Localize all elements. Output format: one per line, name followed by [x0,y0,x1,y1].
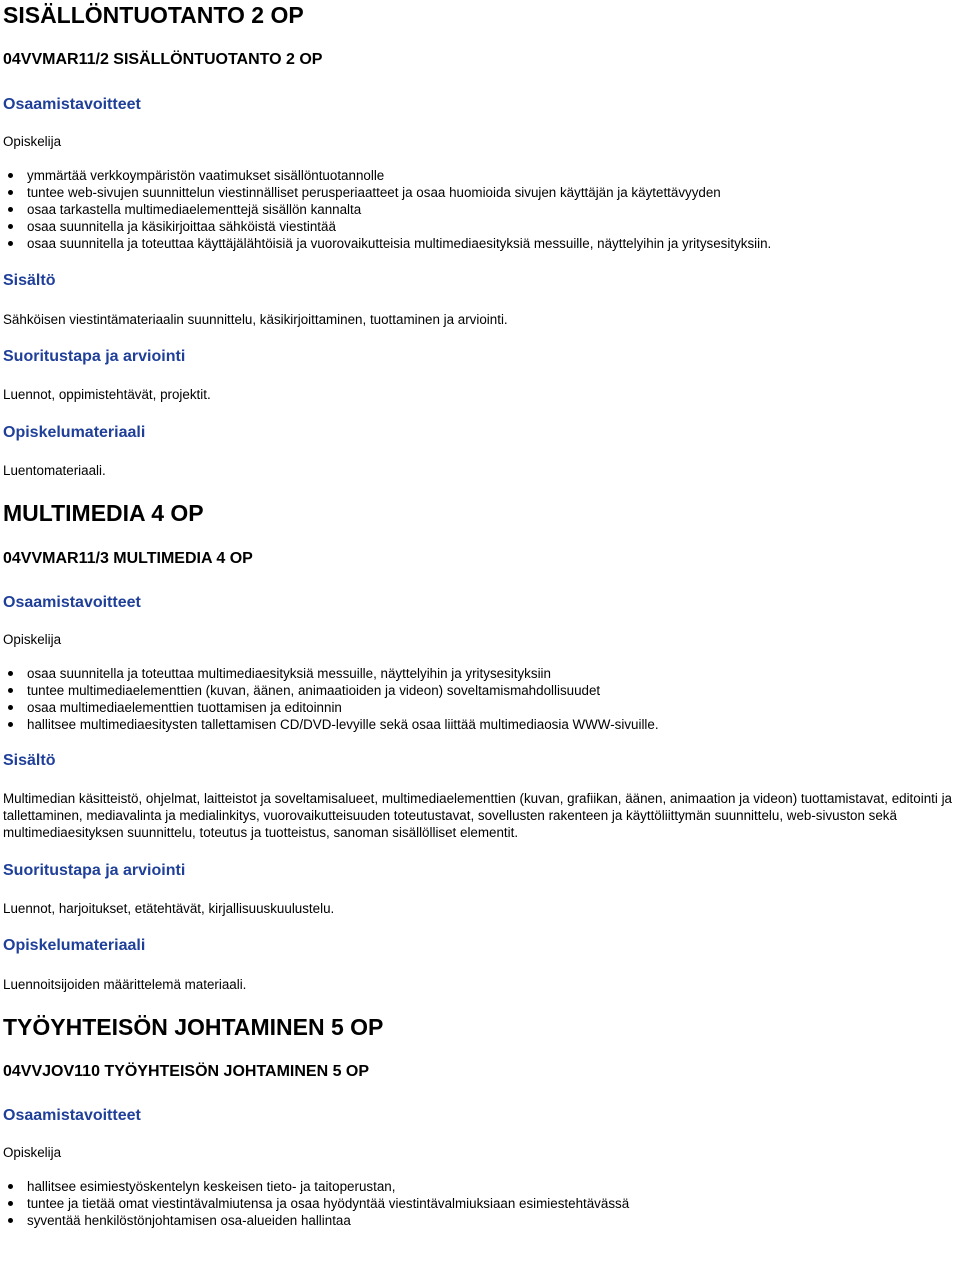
section-sisallontuotanto [3,0,960,479]
section-multimedia [3,498,960,993]
list-item-text: hallitsee esimiestyöskentelyn keskeisen tieto- ja taitoperustan, [27,1179,396,1194]
bullet-icon [8,1201,13,1206]
section-title: SISÄLLÖNTUOTANTO 2 OP [3,2,304,28]
intro-text: Opiskelija [3,134,62,149]
list-item-text: osaa suunnitella ja toteuttaa multimediaesityksiä messuille, näyttelyihin ja yritysesityksiin [27,666,551,681]
list-item-text: osaa suunnitella ja toteuttaa käyttäjälähtöisiä ja vuorovaikutteisia multimediaesityksiä messuille, näyttelyihin ja yritysesityksiin. [27,236,772,251]
method-heading: Suoritustapa ja arviointi [3,862,186,879]
list-item-text: tuntee web-sivujen suunnittelun viestinnälliset perusperiaatteet ja osaa huomioida sivujen käyttäjän ja käytettävyyden [27,185,721,200]
course-code: 04VVMAR11/3 MULTIMEDIA 4 OP [3,550,253,567]
method-heading: Suoritustapa ja arviointi [3,348,186,365]
list-item-text: tuntee ja tietää omat viestintävalmiutensa ja osaa hyödyntää viestintävalmiuksiaan esimiestehtävässä [27,1196,630,1211]
method-text: Luennot, oppimistehtävät, projektit. [3,387,211,402]
goals-list [3,665,960,733]
goals-heading: Osaamistavoitteet [3,96,141,113]
goals-list [3,1178,960,1229]
course-code: 04VVJOV110 TYÖYHTEISÖN JOHTAMINEN 5 OP [3,1063,370,1080]
list-item [27,699,960,716]
bullet-icon [8,688,13,693]
list-item [27,1178,960,1195]
goals-heading: Osaamistavoitteet [3,1107,141,1124]
list-item-text: osaa multimediaelementtien tuottamisen ja editoinnin [27,700,342,715]
course-code: 04VVMAR11/2 SISÄLLÖNTUOTANTO 2 OP [3,51,323,68]
list-item [27,235,960,252]
intro-text: Opiskelija [3,1145,62,1160]
method-text: Luennot, harjoitukset, etätehtävät, kirjallisuuskuulustelu. [3,901,335,916]
list-item [27,716,960,733]
bullet-icon [8,224,13,229]
goals-list [3,167,960,252]
material-text: Luentomateriaali. [3,463,106,478]
bullet-icon [8,241,13,246]
bullet-icon [8,722,13,727]
list-item-text: tuntee multimediaelementtien (kuvan, äänen, animaatioiden ja videon) soveltamismahdollisuudet [27,683,601,698]
section-title: MULTIMEDIA 4 OP [3,500,204,526]
section-tyoyhteison-johtaminen [3,1012,960,1229]
list-item [27,184,960,201]
bullet-icon [8,207,13,212]
list-item [27,1212,960,1229]
section-title: TYÖYHTEISÖN JOHTAMINEN 5 OP [3,1014,384,1040]
content-heading: Sisältö [3,272,56,289]
list-item [27,201,960,218]
content-text: Multimedian käsitteistö, ohjelmat, laitteistot ja soveltamisalueet, multimediaelementtien (kuvan, grafiikan, äänen, animaation ja videon) tuottamistavat, editointi ja tallettaminen, mediavalinta ja medialinkitys, vuorovaikutteisuuden toteutustavat, sovellusten rakenteen ja käyttöliittymän suunnittelu, web-sivuston sekä multimediaesityksen suunnittelu, toteutus ja tuotteistus, sanoman sisällölliset elementit. [3,791,952,840]
material-heading: Opiskelumateriaali [3,424,146,441]
list-item-text: syventää henkilöstönjohtamisen osa-alueiden hallintaa [27,1213,351,1228]
content-text: Sähköisen viestintämateriaalin suunnittelu, käsikirjoittaminen, tuottaminen ja arviointi. [3,312,508,327]
material-heading: Opiskelumateriaali [3,937,146,954]
list-item-text: osaa tarkastella multimediaelementtejä sisällön kannalta [27,202,362,217]
list-item-text: ymmärtää verkkoympäristön vaatimukset sisällöntuotannolle [27,168,385,183]
bullet-icon [8,1218,13,1223]
list-item-text: hallitsee multimediaesitysten tallettamisen CD/DVD-levyille sekä osaa liittää multimediaosia WWW-sivuille. [27,717,659,732]
list-item [27,218,960,235]
list-item [27,665,960,682]
intro-text: Opiskelija [3,632,62,647]
content-heading: Sisältö [3,752,56,769]
course-document [3,0,960,1229]
bullet-icon [8,173,13,178]
bullet-icon [8,671,13,676]
list-item-text: osaa suunnitella ja käsikirjoittaa sähköistä viestintää [27,219,336,234]
goals-heading: Osaamistavoitteet [3,594,141,611]
bullet-icon [8,705,13,710]
material-text: Luennoitsijoiden määrittelemä materiaali. [3,977,247,992]
bullet-icon [8,1184,13,1189]
list-item [27,682,960,699]
bullet-icon [8,190,13,195]
list-item [27,167,960,184]
list-item [27,1195,960,1212]
